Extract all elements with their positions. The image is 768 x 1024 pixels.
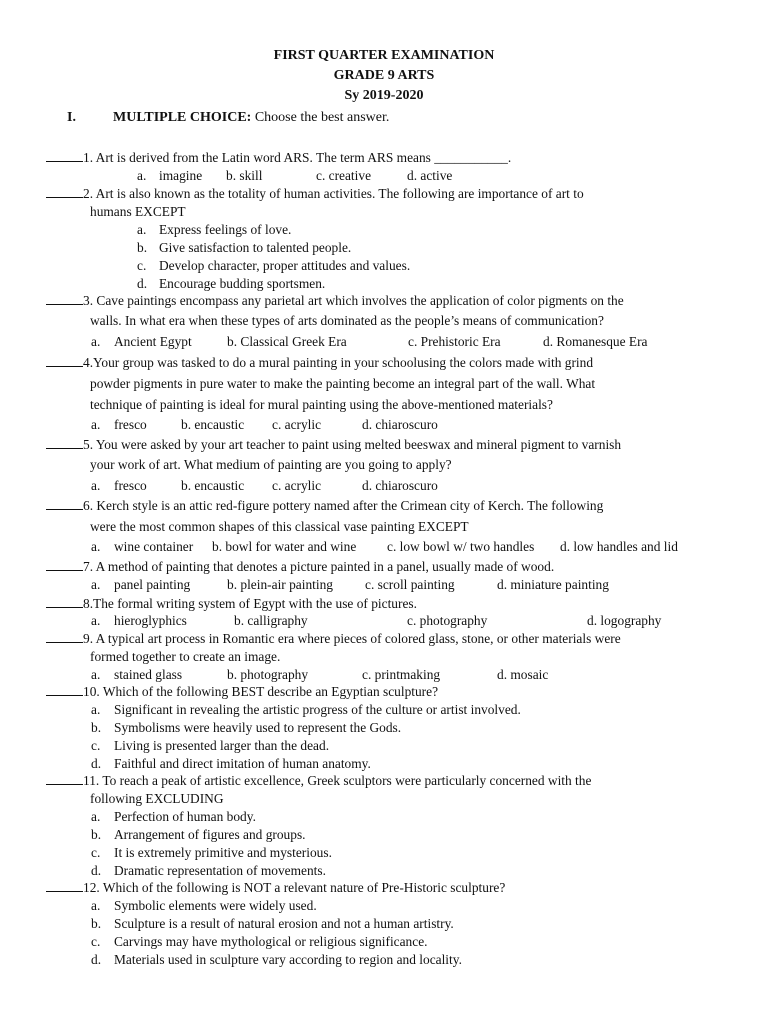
question-text: 8.The formal writing system of Egypt with the use of pictures. [83, 596, 417, 611]
question-text: formed together to create an image. [90, 649, 281, 664]
section-instruction: Choose the best answer. [254, 110, 390, 125]
option-label: a. [91, 334, 101, 349]
exam-title: FIRST QUARTER EXAMINATION [273, 48, 495, 63]
option: Symbolic elements were widely used. [114, 898, 317, 913]
option-label: a. [137, 168, 147, 183]
option: Materials used in sculpture vary according to region and locality. [114, 952, 462, 967]
answer-blank[interactable] [46, 497, 83, 510]
option-label: c. [91, 934, 101, 949]
option-label: d. [91, 756, 102, 771]
option: b. skill [226, 168, 263, 183]
option-label: b. [91, 720, 102, 735]
question-12 [46, 879, 505, 897]
option: hieroglyphics [114, 613, 187, 628]
section-heading [67, 109, 389, 127]
option: c. photography [407, 613, 488, 628]
answer-blank[interactable] [46, 630, 83, 643]
option: Symbolisms were heavily used to represent the Gods. [114, 720, 402, 735]
option: fresco [114, 417, 147, 432]
option: c. creative [316, 168, 372, 183]
option: d. mosaic [497, 667, 549, 682]
answer-blank[interactable] [46, 185, 83, 198]
question-9 [46, 630, 621, 648]
grade-title: GRADE 9 ARTS [333, 68, 435, 83]
option: Perfection of human body. [114, 809, 256, 824]
option: c. scroll painting [365, 577, 455, 592]
option: Give satisfaction to talented people. [159, 240, 352, 255]
option: b. plein-air painting [227, 577, 333, 592]
option: b. calligraphy [234, 613, 308, 628]
school-year: Sy 2019-2020 [344, 88, 424, 103]
option: stained glass [114, 667, 183, 682]
option-label: a. [91, 809, 101, 824]
option-label: c. [91, 738, 101, 753]
option: c. acrylic [272, 417, 322, 432]
option: Faithful and direct imitation of human anatomy. [114, 756, 371, 771]
option: b. Classical Greek Era [227, 334, 347, 349]
question-text: 2. Art is also known as the totality of human activities. The following are importance of art to [83, 186, 584, 201]
option: fresco [114, 478, 147, 493]
option: panel painting [114, 577, 191, 592]
option: Carvings may have mythological or religious significance. [114, 934, 428, 949]
option: d. low handles and lid [560, 539, 678, 554]
option-label: a. [91, 478, 101, 493]
answer-blank[interactable] [46, 558, 83, 571]
option: b. encaustic [181, 478, 245, 493]
question-8 [46, 595, 417, 613]
option-label: b. [91, 916, 102, 931]
option-label: d. [137, 276, 148, 291]
option: c. printmaking [362, 667, 441, 682]
option: d. chiaroscuro [362, 478, 438, 493]
question-text: 10. Which of the following BEST describe an Egyptian sculpture? [83, 684, 439, 699]
option-label: a. [91, 417, 101, 432]
question-text: 5. You were asked by your art teacher to paint using melted beeswax and mineral pigment to varnish [83, 437, 622, 452]
option: d. miniature painting [497, 577, 609, 592]
section-title: MULTIPLE CHOICE: [113, 110, 252, 125]
option-label: b. [137, 240, 148, 255]
option: d. active [407, 168, 453, 183]
option: d. Romanesque Era [543, 334, 648, 349]
question-4 [46, 354, 593, 372]
question-text: powder pigments in pure water to make the painting become an integral part of the wall. What [90, 376, 596, 391]
answer-blank[interactable] [46, 772, 83, 785]
answer-blank[interactable] [46, 354, 83, 367]
question-text: were the most common shapes of this classical vase painting EXCEPT [90, 519, 469, 534]
question-text: your work of art. What medium of painting are you going to apply? [90, 457, 452, 472]
question-7 [46, 558, 554, 576]
option: Encourage budding sportsmen. [159, 276, 326, 291]
option-label: a. [137, 222, 147, 237]
answer-blank[interactable] [46, 149, 83, 162]
question-text: 1. Art is derived from the Latin word ARS. The term ARS means ___________. [83, 150, 512, 165]
option: d. chiaroscuro [362, 417, 438, 432]
option: Ancient Egypt [114, 334, 192, 349]
option-label: a. [91, 702, 101, 717]
option: It is extremely primitive and mysterious. [114, 845, 332, 860]
option: Dramatic representation of movements. [114, 863, 326, 878]
option: c. low bowl w/ two handles [387, 539, 535, 554]
question-text: 4.Your group was tasked to do a mural painting in your schoolusing the colors made with grind [83, 355, 594, 370]
option-label: a. [91, 539, 101, 554]
option-label: a. [91, 613, 101, 628]
option-label: c. [91, 845, 101, 860]
option: b. encaustic [181, 417, 245, 432]
answer-blank[interactable] [46, 879, 83, 892]
option: wine container [114, 539, 194, 554]
option: d. logography [587, 613, 662, 628]
question-text: 9. A typical art process in Romantic era where pieces of colored glass, stone, or other materials were [83, 631, 621, 646]
question-5 [46, 436, 621, 454]
option-label: c. [137, 258, 147, 273]
option: Express feelings of love. [159, 222, 292, 237]
option-label: a. [91, 898, 101, 913]
question-2 [46, 185, 584, 203]
option-label: b. [91, 827, 102, 842]
answer-blank[interactable] [46, 683, 83, 696]
option-label: a. [91, 667, 101, 682]
answer-blank[interactable] [46, 595, 83, 608]
section-number: I. [67, 110, 76, 125]
option-label: d. [91, 863, 102, 878]
question-text: technique of painting is ideal for mural painting using the above-mentioned materials? [90, 397, 553, 412]
question-3 [46, 292, 624, 310]
option: b. photography [227, 667, 309, 682]
option-label: a. [91, 577, 101, 592]
option: Living is presented larger than the dead. [114, 738, 330, 753]
question-1 [46, 149, 511, 167]
option: Sculpture is a result of natural erosion and not a human artistry. [114, 916, 454, 931]
question-text: 11. To reach a peak of artistic excellence, Greek sculptors were particularly concerned with the [83, 773, 592, 788]
question-6 [46, 497, 603, 515]
option: Arrangement of figures and groups. [114, 827, 306, 842]
option: Develop character, proper attitudes and values. [159, 258, 411, 273]
option: c. acrylic [272, 478, 322, 493]
question-text: 6. Kerch style is an attic red-figure pottery named after the Crimean city of Kerch. The following [83, 498, 604, 513]
option: c. Prehistoric Era [408, 334, 501, 349]
question-text: 12. Which of the following is NOT a relevant nature of Pre-Historic sculpture? [83, 880, 506, 895]
question-text: 7. A method of painting that denotes a picture painted in a panel, usually made of wood. [83, 559, 555, 574]
question-text: 3. Cave paintings encompass any parietal art which involves the application of color pigments on the [83, 293, 624, 308]
question-11 [46, 772, 591, 790]
question-text: humans EXCEPT [90, 204, 186, 219]
option: Significant in revealing the artistic progress of the culture or artist involved. [114, 702, 521, 717]
question-text: following EXCLUDING [90, 791, 224, 806]
question-text: walls. In what era when these types of arts dominated as the people’s means of communication? [90, 313, 604, 328]
option: imagine [159, 168, 203, 183]
option-label: d. [91, 952, 102, 967]
option: b. bowl for water and wine [212, 539, 357, 554]
answer-blank[interactable] [46, 292, 83, 305]
answer-blank[interactable] [46, 436, 83, 449]
question-10 [46, 683, 438, 701]
